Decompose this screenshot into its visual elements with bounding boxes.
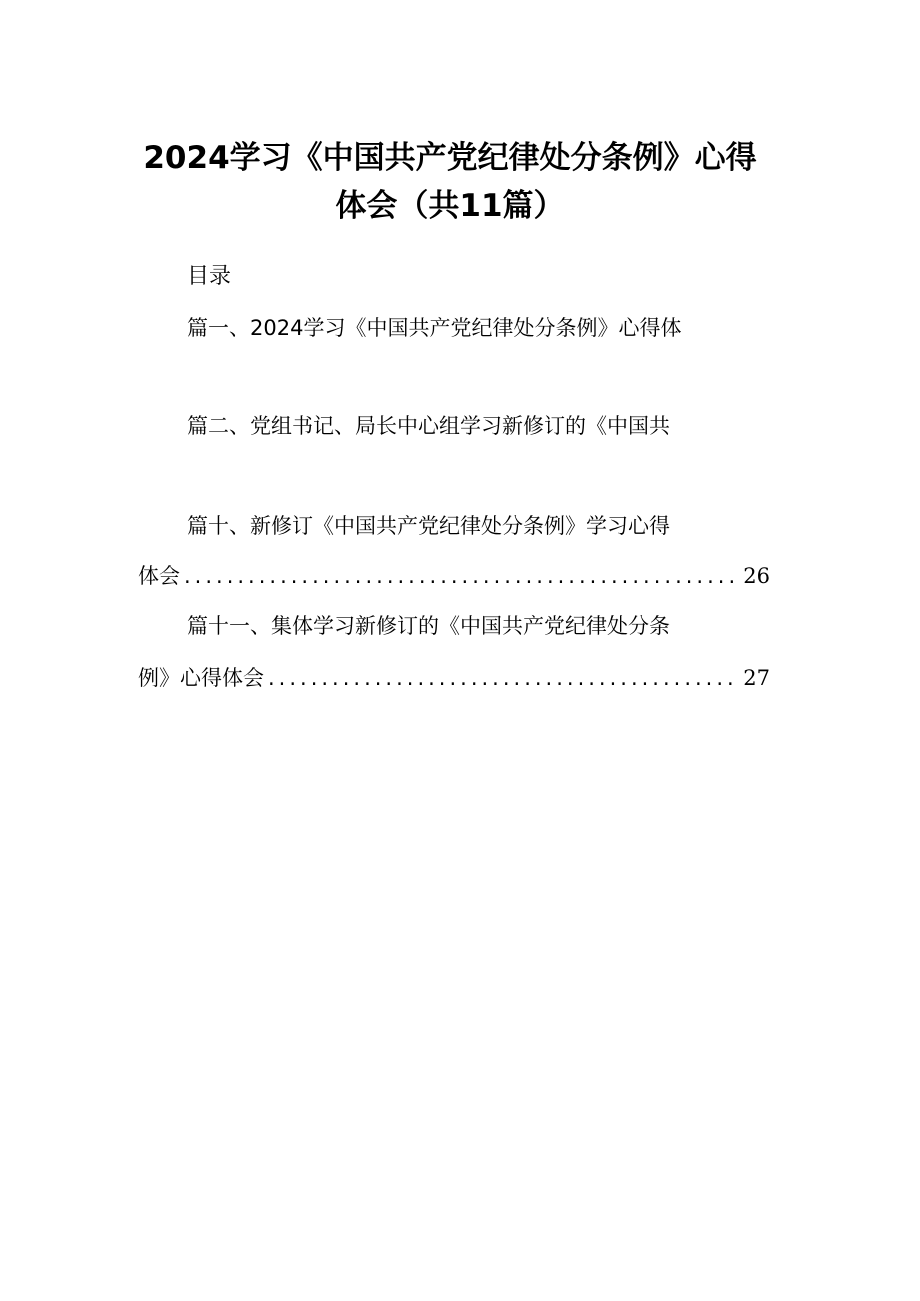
toc-heading: 目录	[187, 264, 232, 289]
toc-entry-10-text: 体会	[138, 564, 180, 588]
toc-entry-1[interactable]: 篇一、2024学习《中国共产党纪律处分条例》心得体	[187, 316, 682, 340]
toc-leader-dots	[268, 664, 739, 692]
toc-entry-2[interactable]: 篇二、党组书记、局长中心组学习新修订的《中国共	[187, 414, 670, 438]
document-title-line1: 2024学习《中国共产党纪律处分条例》心得	[143, 140, 757, 176]
toc-entry-11-line2[interactable]	[138, 664, 770, 692]
toc-entry-11-text: 例》心得体会	[138, 666, 264, 690]
toc-entry-10-line2[interactable]	[138, 562, 770, 590]
toc-leader-dots	[184, 562, 739, 590]
toc-entry-10-line1[interactable]: 篇十、新修订《中国共产党纪律处分条例》学习心得	[187, 514, 670, 538]
document-title-line2: 体会（共11篇）	[335, 188, 565, 224]
toc-entry-11-line1[interactable]: 篇十一、集体学习新修订的《中国共产党纪律处分条	[187, 614, 670, 638]
toc-entry-11-page: 27	[743, 666, 770, 690]
toc-entry-10-page: 26	[743, 564, 770, 588]
